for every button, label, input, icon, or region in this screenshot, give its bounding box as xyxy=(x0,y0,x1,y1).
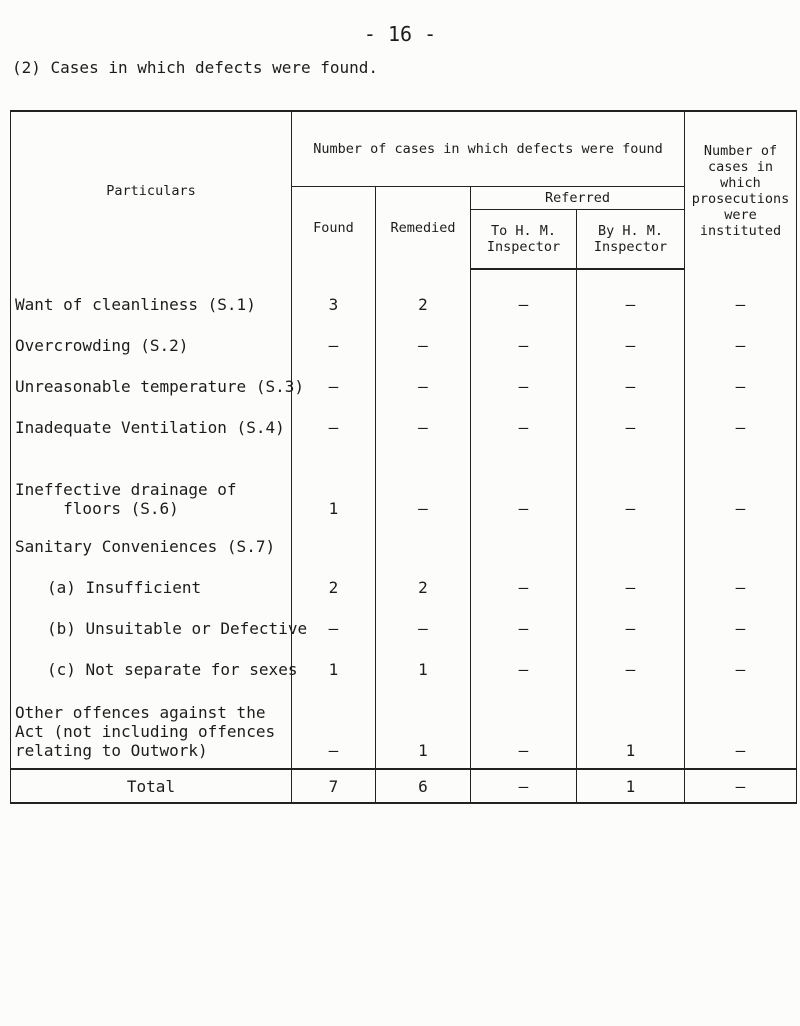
section-title: (2) Cases in which defects were found. xyxy=(12,58,379,77)
remedied-cell: 1 xyxy=(376,690,471,769)
by-hm-cell: – xyxy=(577,407,685,448)
found-cell: 1 xyxy=(292,448,376,526)
row-label: (b) Unsuitable or Defective xyxy=(11,608,292,649)
row-label: Inadequate Ventilation (S.4) xyxy=(11,407,292,448)
table-row xyxy=(11,690,797,769)
remedied-cell xyxy=(376,526,471,567)
found-cell: – xyxy=(292,608,376,649)
by-hm-cell: – xyxy=(577,325,685,366)
prosecutions-cell: – xyxy=(685,325,797,366)
table-row xyxy=(11,407,797,448)
by-hm-cell: – xyxy=(577,567,685,608)
total-by-hm: 1 xyxy=(577,769,685,803)
found-cell xyxy=(292,526,376,567)
total-prosecutions: – xyxy=(685,769,797,803)
found-cell: 1 xyxy=(292,649,376,690)
number-group-header: Number of cases in which defects were found xyxy=(292,111,685,187)
particulars-header: Particulars xyxy=(11,111,292,269)
table-row xyxy=(11,366,797,407)
table-row xyxy=(11,608,797,649)
prosecutions-cell: – xyxy=(685,407,797,448)
row-label: Sanitary Conveniences (S.7) xyxy=(11,526,292,567)
row-label: Unreasonable temperature (S.3) xyxy=(11,366,292,407)
to-hm-cell: – xyxy=(471,269,577,325)
row-label: Ineffective drainage of floors (S.6) xyxy=(11,448,292,526)
prosecutions-cell: – xyxy=(685,448,797,526)
by-hm-inspector-header: By H. M. Inspector xyxy=(577,210,685,270)
row-label: Overcrowding (S.2) xyxy=(11,325,292,366)
total-row xyxy=(11,769,797,803)
defects-table xyxy=(10,110,797,804)
prosecutions-header: Number of cases in which prosecutions were instituted xyxy=(685,111,797,269)
to-hm-cell: – xyxy=(471,649,577,690)
to-hm-cell: – xyxy=(471,366,577,407)
table-row xyxy=(11,526,797,567)
page-number: - 16 - xyxy=(363,22,437,46)
table-row xyxy=(11,649,797,690)
found-cell: – xyxy=(292,366,376,407)
found-header: Found xyxy=(292,187,376,270)
total-label: Total xyxy=(11,769,292,803)
to-hm-cell: – xyxy=(471,690,577,769)
to-hm-inspector-header: To H. M. Inspector xyxy=(471,210,577,270)
to-hm-cell: – xyxy=(471,325,577,366)
by-hm-cell: – xyxy=(577,649,685,690)
total-to-hm: – xyxy=(471,769,577,803)
found-cell: – xyxy=(292,690,376,769)
to-hm-cell: – xyxy=(471,567,577,608)
remedied-cell: 2 xyxy=(376,567,471,608)
row-label: (c) Not separate for sexes xyxy=(11,649,292,690)
found-cell: – xyxy=(292,407,376,448)
to-hm-cell: – xyxy=(471,608,577,649)
table-row xyxy=(11,448,797,526)
by-hm-cell: – xyxy=(577,366,685,407)
by-hm-cell: – xyxy=(577,608,685,649)
by-hm-cell: – xyxy=(577,448,685,526)
to-hm-cell xyxy=(471,526,577,567)
row-label: (a) Insufficient xyxy=(11,567,292,608)
by-hm-cell: 1 xyxy=(577,690,685,769)
remedied-cell: 2 xyxy=(376,269,471,325)
prosecutions-cell: – xyxy=(685,690,797,769)
found-cell: – xyxy=(292,325,376,366)
remedied-cell: – xyxy=(376,325,471,366)
remedied-cell: – xyxy=(376,608,471,649)
prosecutions-cell: – xyxy=(685,269,797,325)
by-hm-cell: – xyxy=(577,269,685,325)
table-row xyxy=(11,325,797,366)
total-found: 7 xyxy=(292,769,376,803)
to-hm-cell: – xyxy=(471,407,577,448)
prosecutions-cell xyxy=(685,526,797,567)
prosecutions-cell: – xyxy=(685,608,797,649)
remedied-cell: – xyxy=(376,448,471,526)
table-row xyxy=(11,567,797,608)
remedied-cell: – xyxy=(376,366,471,407)
prosecutions-cell: – xyxy=(685,366,797,407)
total-remedied: 6 xyxy=(376,769,471,803)
prosecutions-cell: – xyxy=(685,649,797,690)
found-cell: 2 xyxy=(292,567,376,608)
referred-header: Referred xyxy=(471,187,685,210)
remedied-cell: – xyxy=(376,407,471,448)
found-cell: 3 xyxy=(292,269,376,325)
remedied-header: Remedied xyxy=(376,187,471,270)
by-hm-cell xyxy=(577,526,685,567)
table-row xyxy=(11,269,797,325)
row-label: Want of cleanliness (S.1) xyxy=(11,269,292,325)
remedied-cell: 1 xyxy=(376,649,471,690)
prosecutions-cell: – xyxy=(685,567,797,608)
to-hm-cell: – xyxy=(471,448,577,526)
row-label: Other offences against the Act (not including offences relating to Outwork) xyxy=(11,690,292,769)
